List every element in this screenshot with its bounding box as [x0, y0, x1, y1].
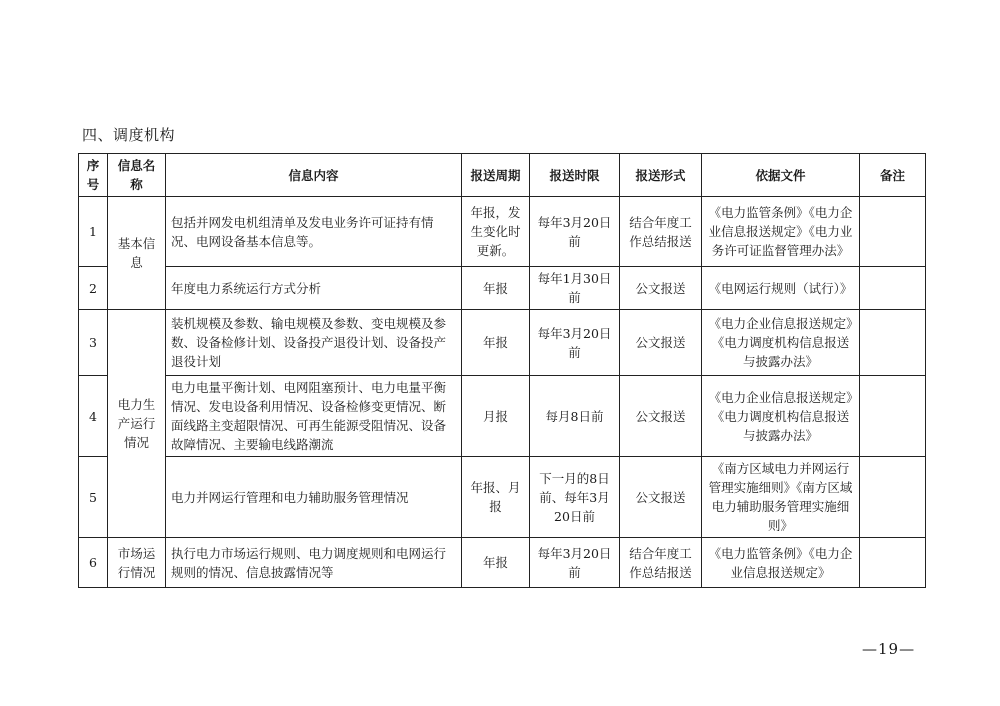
basis-cell: 《电力企业信息报送规定》《电力调度机构信息报送与披露办法》 [702, 310, 860, 376]
form-cell: 结合年度工作总结报送 [620, 197, 702, 267]
basis-cell: 《电力企业信息报送规定》《电力调度机构信息报送与披露办法》 [702, 376, 860, 457]
row-number: 6 [79, 538, 108, 588]
cycle-cell: 年报 [462, 267, 530, 310]
form-cell: 公文报送 [620, 457, 702, 538]
group-label: 基本信息 [108, 197, 166, 310]
row-number: 2 [79, 267, 108, 310]
cycle-cell: 年报 [462, 310, 530, 376]
row-number: 3 [79, 310, 108, 376]
basis-cell: 《电力监管条例》《电力企业信息报送规定》 [702, 538, 860, 588]
basis-cell: 《南方区域电力并网运行管理实施细则》《南方区域电力辅助服务管理实施细则》 [702, 457, 860, 538]
deadline-cell: 每年3月20日前 [530, 197, 620, 267]
note-cell [860, 457, 926, 538]
basis-cell: 《电网运行规则（试行）》 [702, 267, 860, 310]
table-row [79, 267, 926, 310]
header-cell: 报送形式 [620, 154, 702, 197]
group-label: 市场运行情况 [108, 538, 166, 588]
header-cell: 信息内容 [166, 154, 462, 197]
form-cell: 结合年度工作总结报送 [620, 538, 702, 588]
form-cell: 公文报送 [620, 376, 702, 457]
content-cell: 电力并网运行管理和电力辅助服务管理情况 [166, 457, 462, 538]
page-number: —19— [862, 640, 916, 658]
table-row [79, 538, 926, 588]
reporting-table [78, 153, 926, 588]
cycle-cell: 年报 [462, 538, 530, 588]
note-cell [860, 310, 926, 376]
table-row [79, 310, 926, 376]
header-cell: 依据文件 [702, 154, 860, 197]
note-cell [860, 376, 926, 457]
section-title: 四、调度机构 [82, 126, 176, 144]
header-cell: 备注 [860, 154, 926, 197]
row-number: 1 [79, 197, 108, 267]
deadline-cell: 每年3月20日前 [530, 538, 620, 588]
row-number: 4 [79, 376, 108, 457]
group-label: 电力生产运行情况 [108, 310, 166, 538]
cycle-cell: 年报、月报 [462, 457, 530, 538]
cycle-cell: 年报，发生变化时更新。 [462, 197, 530, 267]
basis-cell: 《电力监管条例》《电力企业信息报送规定》《电力业务许可证监督管理办法》 [702, 197, 860, 267]
table-row [79, 197, 926, 267]
note-cell [860, 538, 926, 588]
note-cell [860, 197, 926, 267]
deadline-cell: 每年3月20日前 [530, 310, 620, 376]
content-cell: 装机规模及参数、输电规模及参数、变电规模及参数、设备检修计划、设备投产退役计划、设备投产退役计划 [166, 310, 462, 376]
form-cell: 公文报送 [620, 267, 702, 310]
content-cell: 执行电力市场运行规则、电力调度规则和电网运行规则的情况、信息披露情况等 [166, 538, 462, 588]
table-header-row [79, 154, 926, 197]
note-cell [860, 267, 926, 310]
deadline-cell: 每年1月30日前 [530, 267, 620, 310]
deadline-cell: 下一月的8日前、每年3月20日前 [530, 457, 620, 538]
header-cell: 报送周期 [462, 154, 530, 197]
table-row [79, 376, 926, 457]
header-cell: 序号 [79, 154, 108, 197]
content-cell: 电力电量平衡计划、电网阻塞预计、电力电量平衡情况、发电设备利用情况、设备检修变更情况、断面线路主变超限情况、可再生能源受阻情况、设备故障情况、主要输电线路潮流 [166, 376, 462, 457]
row-number: 5 [79, 457, 108, 538]
header-cell: 报送时限 [530, 154, 620, 197]
content-cell: 包括并网发电机组清单及发电业务许可证持有情况、电网设备基本信息等。 [166, 197, 462, 267]
table-row [79, 457, 926, 538]
header-cell: 信息名称 [108, 154, 166, 197]
deadline-cell: 每月8日前 [530, 376, 620, 457]
form-cell: 公文报送 [620, 310, 702, 376]
content-cell: 年度电力系统运行方式分析 [166, 267, 462, 310]
cycle-cell: 月报 [462, 376, 530, 457]
